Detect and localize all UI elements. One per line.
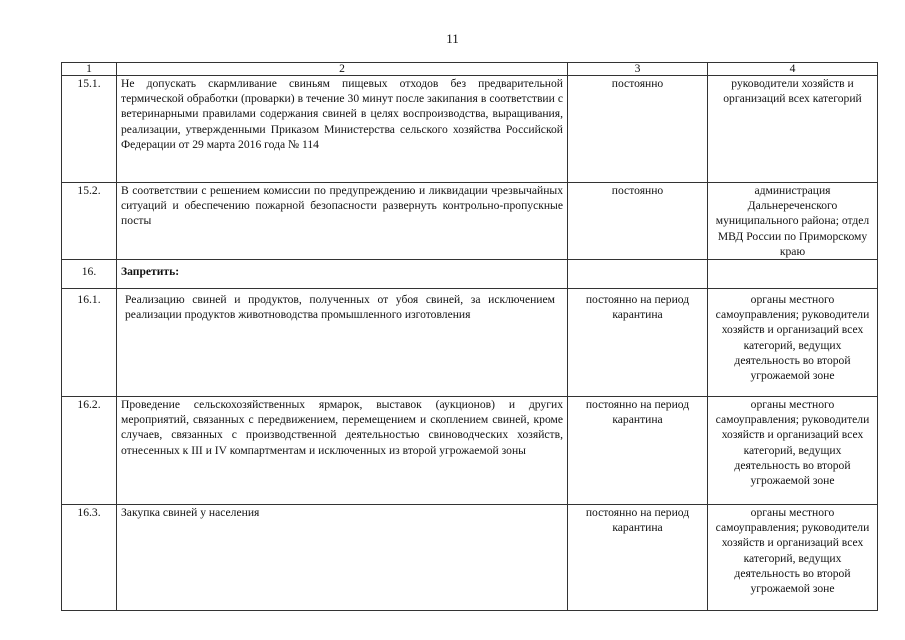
- column-header-1: 1: [62, 63, 117, 76]
- table-row: [62, 183, 878, 260]
- row-number: 16.1.: [62, 289, 117, 397]
- row-number: 15.2.: [62, 183, 117, 260]
- responsible-cell: руководители хозяйств и организаций всех категорий: [708, 76, 878, 183]
- period-cell: постоянно: [568, 76, 708, 183]
- row-number: 15.1.: [62, 76, 117, 183]
- responsible-cell: [708, 260, 878, 289]
- period-cell: постоянно на период карантина: [568, 505, 708, 611]
- measures-table: [61, 62, 878, 611]
- table-row: [62, 260, 878, 289]
- section-heading: Запретить:: [117, 260, 568, 289]
- responsible-cell: органы местного самоуправления; руководители хозяйств и организаций всех категорий, ведущих деятельность во второй угрожаемой зоне: [708, 289, 878, 397]
- column-header-2: 2: [117, 63, 568, 76]
- row-number: 16.2.: [62, 397, 117, 505]
- measure-text: Проведение сельскохозяйственных ярмарок, выставок (аукционов) и других мероприятий, связанных с передвижением, перемещением и скоплением свиней, кроме случаев, связанных с производственной деятельностью свиноводческих хозяйств, отнесенных к III и IV компартментам и исключенных из второй угрожаемой зоны: [117, 397, 568, 505]
- responsible-cell: администрация Дальнереченского муниципального района; отдел МВД России по Приморскому краю: [708, 183, 878, 260]
- column-header-4: 4: [708, 63, 878, 76]
- table-row: [62, 505, 878, 611]
- period-cell: постоянно на период карантина: [568, 397, 708, 505]
- table-row: [62, 76, 878, 183]
- row-number: 16.3.: [62, 505, 117, 611]
- period-cell: постоянно на период карантина: [568, 289, 708, 397]
- table-header-row: [62, 63, 878, 76]
- table-row: [62, 289, 878, 397]
- period-cell: [568, 260, 708, 289]
- row-number: 16.: [62, 260, 117, 289]
- measure-text: Реализацию свиней и продуктов, полученных от убоя свиней, за исключением реализации продуктов животноводства промышленного изготовления: [117, 289, 568, 397]
- responsible-cell: органы местного самоуправления; руководители хозяйств и организаций всех категорий, ведущих деятельность во второй угрожаемой зоне: [708, 397, 878, 505]
- measure-text: Не допускать скармливание свиньям пищевых отходов без предварительной термической обработки (проварки) в течение 30 минут после закипания в соответствии с ветеринарными правилами содержания свиней в целях воспроизводства, выращивания, реализации, утвержденными Приказом Министерства сельского хозяйства Российской Федерации от 29 марта 2016 года № 114: [117, 76, 568, 183]
- column-header-3: 3: [568, 63, 708, 76]
- responsible-cell: органы местного самоуправления; руководители хозяйств и организаций всех категорий, ведущих деятельность во второй угрожаемой зоне: [708, 505, 878, 611]
- table-row: [62, 397, 878, 505]
- measure-text: Закупка свиней у населения: [117, 505, 568, 611]
- period-cell: постоянно: [568, 183, 708, 260]
- measure-text: В соответствии с решением комиссии по предупреждению и ликвидации чрезвычайных ситуаций и обеспечению пожарной безопасности развернуть контрольно-пропускные посты: [117, 183, 568, 260]
- page-number: 11: [446, 31, 459, 46]
